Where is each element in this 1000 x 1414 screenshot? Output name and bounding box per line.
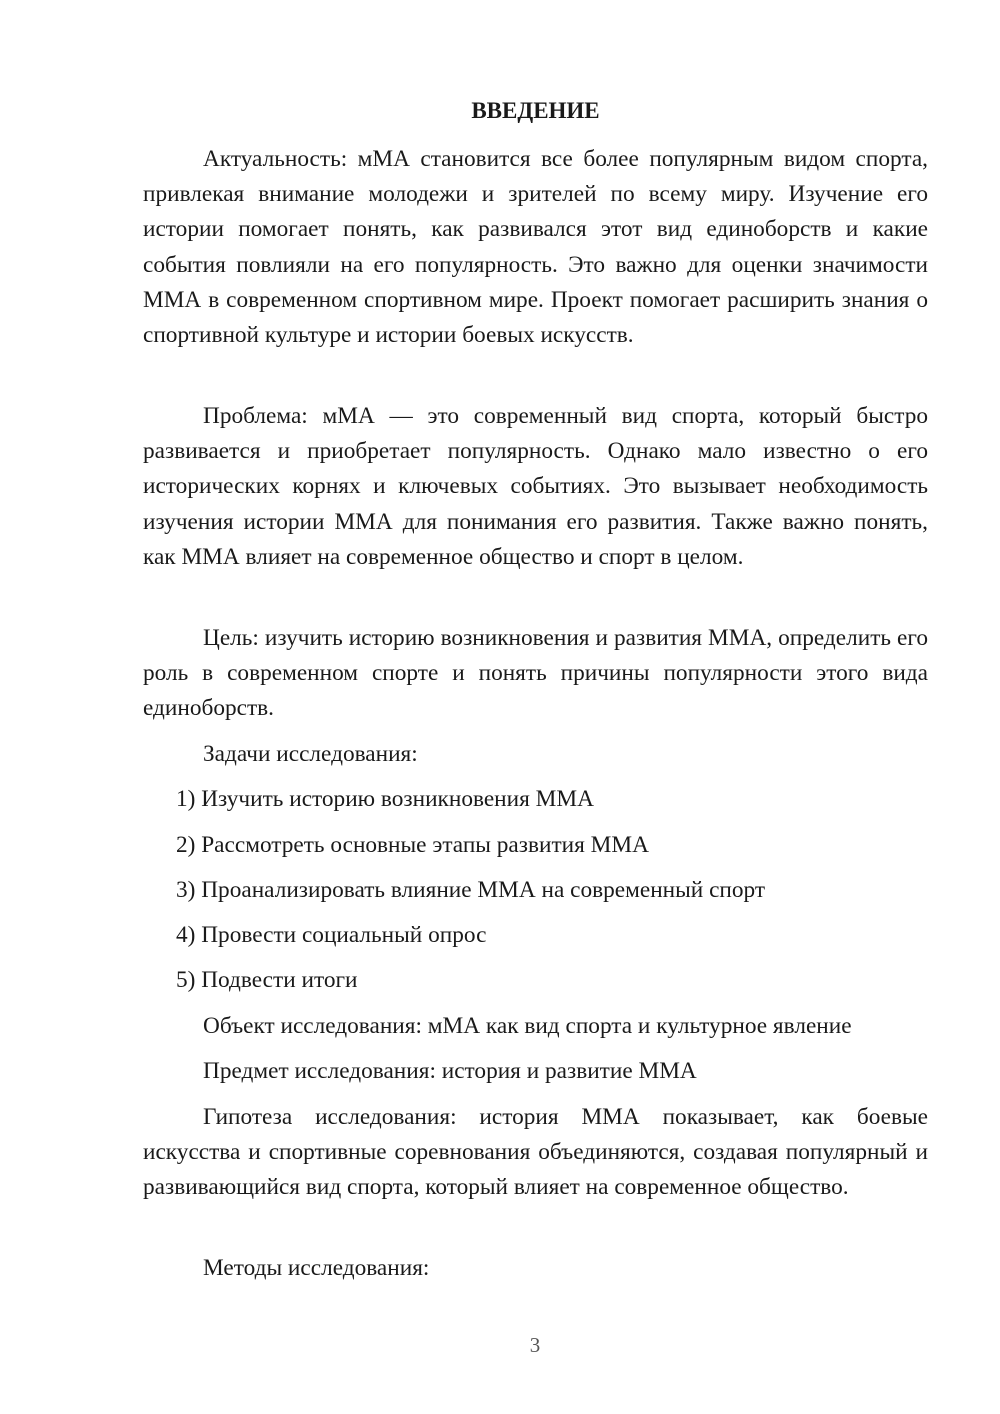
list-item: 4) Провести социальный опрос xyxy=(176,922,487,948)
paragraph-hypothesis: Гипотеза исследования: история ММА показывает, как боевые искусства и спортивные соревнования объединяются, создавая популярный и развивающийся вид спорта, который влияет на современное общество. xyxy=(143,1104,928,1201)
tasks-heading: Задачи исследования: xyxy=(203,741,418,767)
list-item: 1) Изучить историю возникновения ММА xyxy=(176,786,594,812)
page-title: ВВЕДЕНИЕ xyxy=(471,98,600,123)
list-item: 3) Проанализировать влияние ММА на современный спорт xyxy=(176,877,766,903)
list-item: 5) Подвести итоги xyxy=(176,967,358,993)
paragraph-relevance: Актуальность: мМА становится все более популярным видом спорта, привлекая внимание молодежи и зрителей по всему миру. Изучение его истории помогает понять, как развивался этот вид единоборств и какие события повлияли на его популярность. Это важно для оценки значимости ММА в современном спортивном мире. Проект помогает расширить знания о спортивной культуре и истории боевых искусств. xyxy=(143,146,928,349)
paragraph-subject: Предмет исследования: история и развитие ММА xyxy=(203,1058,697,1084)
paragraph-goal: Цель: изучить историю возникновения и развития ММА, определить его роль в современном спорте и понять причины популярности этого вида единоборств. xyxy=(143,625,928,722)
list-item: 2) Рассмотреть основные этапы развития ММА xyxy=(176,832,649,858)
paragraph-object: Объект исследования: мМА как вид спорта и культурное явление xyxy=(203,1013,852,1039)
page-number: 3 xyxy=(529,1333,541,1357)
paragraph-problem: Проблема: мМА — это современный вид спорта, который быстро развивается и приобретает популярность. Однако мало известно о его исторических корнях и ключевых событиях. Это вызывает необходимость изучения истории ММА для понимания его развития. Также важно понять, как ММА влияет на современное общество и спорт в целом. xyxy=(143,403,928,570)
methods-heading: Методы исследования: xyxy=(203,1255,430,1281)
